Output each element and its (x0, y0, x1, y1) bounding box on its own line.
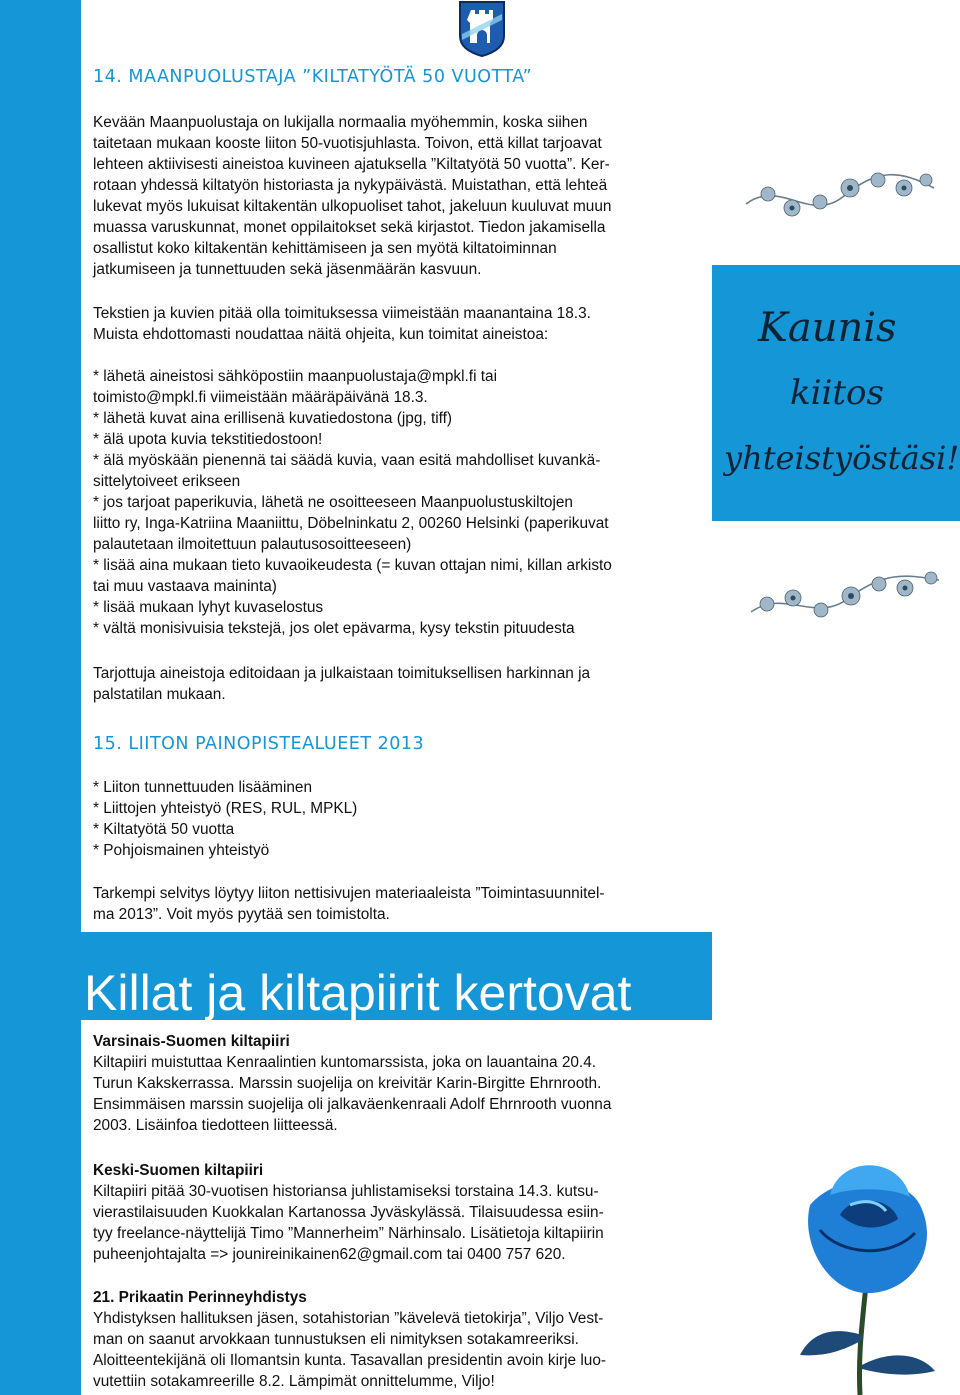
report-title: Varsinais-Suomen kiltapiiri (93, 1033, 290, 1050)
text-line: lukevat myös lukuisat kiltakentän ulkopuoliset tahot, jakeluun kuuluvat muun (93, 198, 612, 215)
text-line: Muista ehdottomasti noudattaa näitä ohjeita, kun toimitat aineistoa: (93, 326, 549, 343)
text-line: Ensimmäisen marssin suojelija oli jalkaväenkenraali Adolf Ehrnrooth vuonna (93, 1096, 612, 1113)
text-line: man on saanut arvokkaan tunnustuksen eli nimityksen sotakamreeriksi. (93, 1331, 579, 1348)
instruction-line: * jos tarjoat paperikuvia, lähetä ne osoitteeseen Maanpuolustuskiltojen (93, 494, 573, 511)
text-line: rotaan yhdessä kiltatyön historiasta ja nykypäivästä. Muistathan, että lehteä (93, 177, 608, 194)
text-line: Turun Kakskerrassa. Marssin suojelija on kreivitär Karin-Birgitte Ehrnrooth. (93, 1075, 602, 1092)
flower-spray-icon (745, 558, 945, 630)
text-line: muassa varuskunnat, monet oppilaitokset sekä kirjastot. Tiedon jakamisella (93, 219, 606, 236)
text-line: Aloitteentekijänä oli Ilomantsin kunta. Tasavallan presidentin avoin kirje luo- (93, 1352, 607, 1369)
section-14-deadline (93, 303, 698, 345)
section-14-closing (93, 663, 698, 705)
text-line: 2003. Lisäinfoa tiedotteen liitteessä. (93, 1117, 338, 1134)
instruction-line: * lisää aina mukaan tieto kuvaoikeudesta (= kuvan ottajan nimi, killan arkisto (93, 557, 612, 574)
instruction-line: tai muu vastaava maininta) (93, 578, 277, 595)
text-line: Kiltapiiri muistuttaa Kenraalintien kuntomarssista, joka on lauantaina 20.4. (93, 1054, 597, 1071)
instruction-line: palautetaan ilmoitettuun palautusosoitteeseen) (93, 536, 412, 553)
instruction-line: * älä upota kuvia tekstitiedostoon! (93, 431, 323, 448)
instruction-line: liitto ry, Inga-Katriina Maaniittu, Döbelninkatu 2, 00260 Helsinki (paperikuvat (93, 515, 609, 532)
text-line: Kiltapiiri pitää 30-vuotisen historiansa juhlistamiseksi torstaina 14.3. kutsu- (93, 1183, 599, 1200)
text-line: taitetaan mukaan kooste liiton 50-vuotisjuhlasta. Toivon, että killat tarjoavat (93, 135, 602, 152)
thanks-line-3: yhteistyöstäsi! (724, 439, 960, 477)
instruction-line: * älä myöskään pienennä tai säädä kuvia, vaan esitä mahdolliset kuvankä- (93, 452, 601, 469)
instruction-line: * vältä monisivuisia tekstejä, jos olet epävarma, kysy tekstin pituudesta (93, 620, 575, 637)
text-line: puheenjohtajalta => jounireinikainen62@gmail.com tai 0400 757 620. (93, 1246, 566, 1263)
instruction-line: * lähetä kuvat aina erillisenä kuvatiedostona (jpg, tiff) (93, 410, 453, 427)
text-line: Kevään Maanpuolustaja on lukijalla normaalia myöhemmin, koska siihen (93, 114, 588, 131)
text-line: Yhdistyksen hallituksen jäsen, sotahistorian ”kävelevä tietokirja”, Viljo Vest- (93, 1310, 604, 1327)
banner-title: Killat ja kiltapiirit kertovat (84, 965, 632, 1021)
section-15-note (93, 883, 698, 925)
section-14-instructions (93, 366, 698, 639)
thanks-box (712, 265, 960, 521)
text-line: Tarjottuja aineistoja editoidaan ja julkaistaan toimituksellisen harkinnan ja (93, 665, 591, 682)
section-14-intro (93, 112, 698, 280)
report-21-prikaati (93, 1287, 698, 1392)
thanks-line-1: Kaunis (758, 305, 897, 351)
list-item: * Liittojen yhteistyö (RES, RUL, MPKL) (93, 800, 358, 817)
text-line: ma 2013”. Voit myös pyytää sen toimistolta. (93, 906, 390, 923)
text-line: Tarkempi selvitys löytyy liiton nettisivujen materiaaleista ”Toimintasuunnitel- (93, 885, 605, 902)
instruction-line: sittelytoiveet erikseen (93, 473, 241, 490)
text-line: vutettiin sotakamreerille 8.2. Lämpimät onnittelumme, Viljo! (93, 1373, 495, 1390)
text-line: osallistut koko kiltakentän kehittämiseen ja sen myötä kiltatoiminnan (93, 240, 557, 257)
text-line: tyy freelance-näyttelijä Timo ”Mannerheim” Närhinsalo. Lisätietoja kiltapiirin (93, 1225, 604, 1242)
blue-rose-icon (770, 1135, 960, 1395)
report-title: 21. Prikaatin Perinneyhdistys (93, 1289, 307, 1306)
text-line: Tekstien ja kuvien pitää olla toimituksessa viimeistään maanantaina 18.3. (93, 305, 591, 322)
list-item: * Pohjoismainen yhteistyö (93, 842, 270, 859)
text-line: lehteen aktiivisesti aineistoa kuvineen ajatuksella ”Kiltatyötä 50 vuotta”. Ker- (93, 156, 610, 173)
list-item: * Liiton tunnettuuden lisääminen (93, 779, 313, 796)
instruction-line: toimisto@mpkl.fi viimeistään määräpäivänä 18.3. (93, 389, 428, 406)
instruction-line: * lisää mukaan lyhyt kuvaselostus (93, 599, 324, 616)
report-varsinais-suomi (93, 1031, 698, 1136)
report-title: Keski-Suomen kiltapiiri (93, 1162, 264, 1179)
flower-spray-icon (740, 158, 940, 230)
text-line: palstatilan mukaan. (93, 686, 226, 703)
text-line: jatkumiseen ja tunnettuuden sekä jäsenmäärän kasvuun. (93, 261, 482, 278)
thanks-line-2: kiitos (790, 373, 884, 413)
text-line: vierastilaisuuden Kuokkalan Kartanossa Jyväskylässä. Tilaisuudessa esiin- (93, 1204, 604, 1221)
tower-shield-logo (458, 0, 506, 58)
section-15-heading: 15. LIITON PAINOPISTEALUEET 2013 (93, 734, 425, 754)
list-item: * Kiltatyötä 50 vuotta (93, 821, 235, 838)
section-14-heading: 14. MAANPUOLUSTAJA ”KILTATYÖTÄ 50 VUOTTA” (93, 67, 533, 87)
left-color-band (0, 0, 81, 1395)
report-keski-suomi (93, 1160, 698, 1265)
section-15-list (93, 777, 698, 861)
instruction-line: * lähetä aineistosi sähköpostiin maanpuolustaja@mpkl.fi tai (93, 368, 498, 385)
